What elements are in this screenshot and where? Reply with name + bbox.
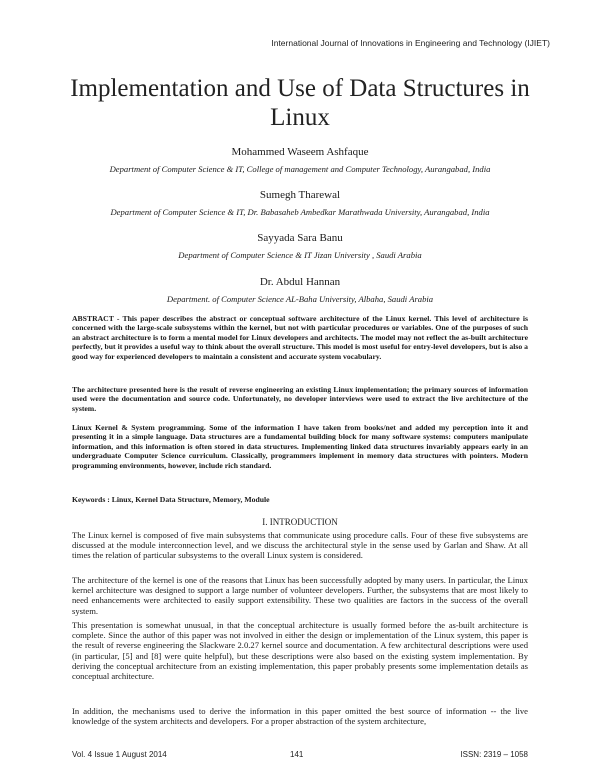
footer-volume: Vol. 4 Issue 1 August 2014: [72, 750, 167, 759]
journal-header: International Journal of Innovations in Engineering and Technology (IJIET): [271, 38, 550, 48]
author-block-1: [40, 146, 560, 175]
section-heading: I. INTRODUCTION: [262, 517, 338, 527]
author-block-2: [40, 189, 560, 218]
intro-paragraph-2: The architecture of the kernel is one of the reasons that Linux has been successfully adopted by many users. In particular, the Linux kernel architecture was designed to support a large number of volunteer developers. Further, the subsystems that are most likely to need enhancements were architected to easily support extensibility. These two qualities are factors in the success of the overall system.: [72, 575, 528, 616]
author-block-4: [40, 276, 560, 305]
data-structures-paragraph: Linux Kernel & System programming. Some of the information I have taken from books/net and added my perception into it and presenting it in a simple language. Data structures are a fundamental building block for many software systems: computers manipulate information, and this information is often stored in data structures. Implementing linked data structures invariably appears early in an undergraduate Computer Science curriculum. Classically, programmers implement in memory data structures with pointers. Modern programming environments, however, include rich standard.: [72, 423, 528, 470]
footer-issn: ISSN: 2319 – 1058: [460, 750, 528, 759]
abstract: [72, 314, 528, 361]
author-name: Sumegh Tharewal: [259, 189, 341, 201]
author-name: Dr. Abdul Hannan: [259, 276, 341, 288]
abstract-label: ABSTRACT -: [72, 314, 120, 323]
intro-paragraph-1: The Linux kernel is composed of five main subsystems that communicate using procedure calls. Four of these five subsystems are discussed at the module interconnection level, and we discuss the architectural style in the sense used by Garlan and Shaw. At all times the relation of particular subsystems to the overall Linux system is considered.: [72, 530, 528, 561]
intro-paragraph-4: In addition, the mechanisms used to derive the information in this paper omitted the best source of information -- the live knowledge of the system architects and developers. For a proper abstraction of the system architecture,: [72, 706, 528, 727]
author-affiliation: Department. of Computer Science AL-Baha University, Albaha, Saudi Arabia: [166, 294, 434, 304]
intro-paragraph-3: This presentation is somewhat unusual, in that the conceptual architecture is usually formed before the as-built architecture is complete. Since the author of this paper was not involved in either the design or implementation of the Linux system, this paper is the result of reverse engineering the Slackware 2.0.27 kernel source and documentation. A few architectural descriptions were used (in particular, [5] and [8] were quite helpful), but these descriptions were also based on the existing system implementation. By deriving the conceptual architecture from an existing implementation, this paper probably presents some implementation details as conceptual architecture.: [72, 620, 528, 682]
author-name: Mohammed Waseem Ashfaque: [231, 146, 369, 158]
footer-page-number: 141: [290, 750, 304, 759]
author-affiliation: Department of Computer Science & IT, Dr. Babasaheb Ambedkar Marathwada University, Aurangabad, India: [110, 207, 490, 217]
abstract-text: This paper describes the abstract or conceptual software architecture of the Linux kernel. This level of architecture is concerned with the large-scale subsystems within the kernel, but not with particular procedures or variables. One of the purposes of such an abstract architecture is to form a mental model for Linux developers and architects. The model may not reflect the as-built architecture perfectly, but it provides a useful way to think about the overall structure. This model is most useful for entry-level developers, but is also a good way for experienced developers to maintain a consistent and accurate system vocabulary.: [72, 314, 528, 361]
author-affiliation: Department of Computer Science & IT, College of management and Computer Technology, Aurangabad, India: [109, 164, 491, 174]
author-block-3: [40, 232, 560, 261]
author-name: Sayyada Sara Banu: [257, 232, 343, 244]
keywords: Keywords : Linux, Kernel Data Structure, Memory, Module: [72, 495, 270, 504]
paper-title: Implementation and Use of Data Structures in Linux: [70, 75, 530, 131]
author-affiliation: Department of Computer Science & IT Jizan University , Saudi Arabia: [178, 250, 422, 260]
architecture-paragraph: The architecture presented here is the result of reverse engineering an existing Linux implementation; the primary sources of information used were the documentation and source code. Unfortunately, no developer interviews were used to extract the live architecture of the system.: [72, 385, 528, 413]
